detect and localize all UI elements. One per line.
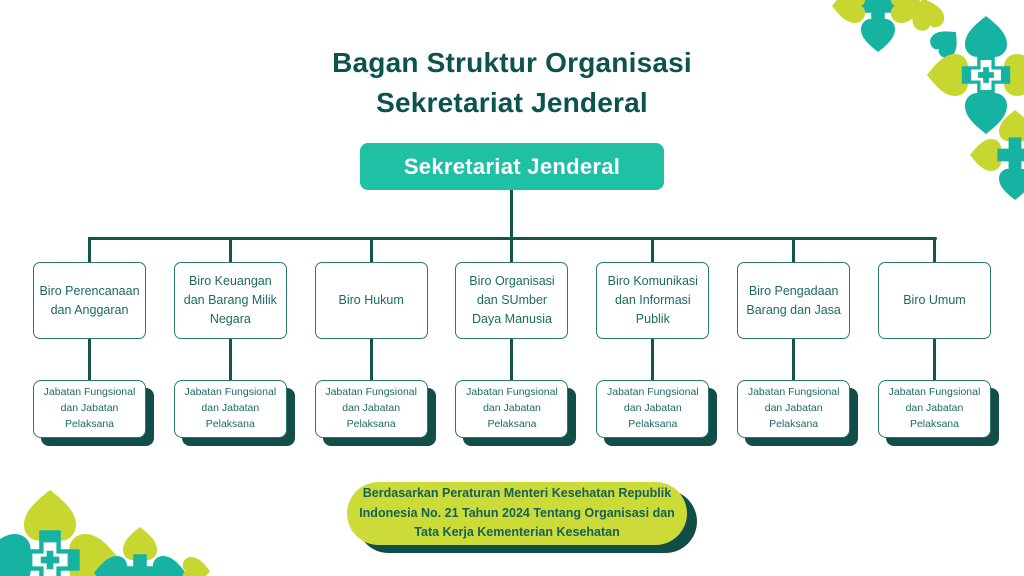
connector-root-stem (510, 190, 513, 237)
jabatan-node (737, 380, 850, 438)
branch-column (174, 237, 287, 438)
biro-node (33, 262, 146, 339)
biro-node-label: Biro Hukum (338, 293, 404, 308)
connector-bus-to-biro (933, 237, 936, 262)
legal-basis-note-line3: Tata Kerja Kementerian Kesehatan (414, 525, 620, 540)
jabatan-node-label: Jabatan Fungsional dan Jabatan Pelaksana (43, 386, 136, 430)
jabatan-node (33, 380, 146, 438)
root-node-sekretariat-jenderal (360, 143, 664, 190)
jabatan-node (455, 380, 568, 438)
corner-decoration-bottom-left-icon (0, 476, 220, 576)
connector-bus-to-biro (370, 237, 373, 262)
biro-node (174, 262, 287, 339)
connector-bus-to-biro (88, 237, 91, 262)
branch-column (455, 237, 568, 438)
biro-node-label: Biro Pengadaan Barang dan Jasa (746, 283, 841, 317)
branch-column (315, 237, 428, 438)
jabatan-node (596, 380, 709, 438)
connector-biro-to-jabatan (229, 339, 232, 380)
branch-column (33, 237, 146, 438)
connector-bus-to-biro (792, 237, 795, 262)
jabatan-node-label: Jabatan Fungsional dan Jabatan Pelaksana (747, 386, 840, 430)
connector-biro-to-jabatan (651, 339, 654, 380)
legal-basis-note (347, 482, 687, 545)
root-node-label: Sekretariat Jenderal (403, 153, 621, 179)
legal-basis-note-line2: Indonesia No. 21 Tahun 2024 Tentang Organisasi dan (359, 505, 675, 520)
biro-node (737, 262, 850, 339)
jabatan-node-label: Jabatan Fungsional dan Jabatan Pelaksana (325, 386, 417, 430)
connector-biro-to-jabatan (933, 339, 936, 380)
branch-column (737, 237, 850, 438)
legal-basis-note-line1: Berdasarkan Peraturan Menteri Kesehatan Republik (362, 486, 672, 501)
connector-biro-to-jabatan (510, 339, 513, 380)
page-title-line1: Bagan Struktur Organisasi (332, 46, 692, 78)
page-title (0, 43, 1024, 124)
connector-bus-to-biro (510, 237, 513, 262)
connector-biro-to-jabatan (792, 339, 795, 380)
biro-node-label: Biro Keuangan dan Barang Milik Negara (183, 274, 277, 326)
jabatan-node (878, 380, 991, 438)
jabatan-node (315, 380, 428, 438)
jabatan-node (174, 380, 287, 438)
biro-node (596, 262, 709, 339)
connector-bus-to-biro (651, 237, 654, 262)
biro-node (315, 262, 428, 339)
page-title-line2: Sekretariat Jenderal (376, 87, 648, 119)
biro-node-label: Biro Organisasi dan SUmber Daya Manusia (469, 274, 555, 326)
jabatan-node-label: Jabatan Fungsional dan Jabatan Pelaksana (184, 386, 277, 430)
biro-node-label: Biro Komunikasi dan Informasi Publik (607, 274, 698, 326)
biro-node (455, 262, 568, 339)
jabatan-node-label: Jabatan Fungsional dan Jabatan Pelaksana (606, 386, 699, 430)
biro-node-label: Biro Umum (903, 293, 966, 308)
branch-column (878, 237, 991, 438)
biro-node (878, 262, 991, 339)
branch-column (596, 237, 709, 438)
jabatan-node-label: Jabatan Fungsional dan Jabatan Pelaksana (466, 386, 558, 430)
branches-row (33, 237, 991, 438)
connector-bus-to-biro (229, 237, 232, 262)
connector-biro-to-jabatan (88, 339, 91, 380)
jabatan-node-label: Jabatan Fungsional dan Jabatan Pelaksana (888, 386, 981, 430)
connector-biro-to-jabatan (370, 339, 373, 380)
biro-node-label: Biro Perencanaan dan Anggaran (39, 283, 140, 317)
